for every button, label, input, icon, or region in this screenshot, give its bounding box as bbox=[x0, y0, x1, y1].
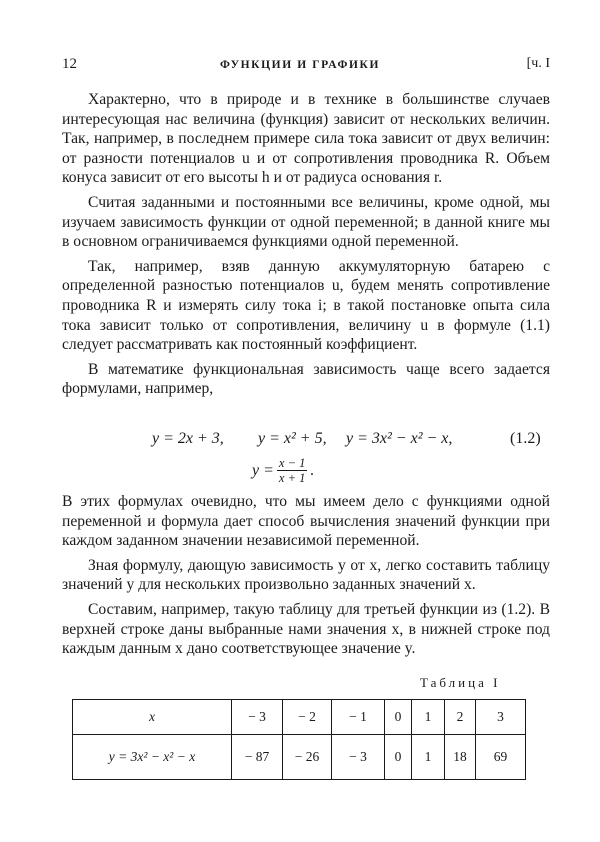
table-cell: 0 bbox=[385, 700, 412, 735]
fraction-numerator: x − 1 bbox=[278, 456, 306, 470]
table-row-y bbox=[73, 735, 526, 780]
table-cell: 18 bbox=[445, 735, 476, 780]
fraction-lhs: y = bbox=[252, 461, 274, 479]
formula-1-2 bbox=[0, 430, 600, 452]
table-cell: − 3 bbox=[332, 735, 385, 780]
paragraph-3: Так, например, взяв данную аккумуляторную батарею с определенной разностью потенциалов u, будем менять сопротивление проводника R и измерять силу тока i; в такой постановке опыта сила тока зависит только от сопротивления, величину u в формуле (1.1) следует рассматривать как постоянный коэффициент. bbox=[62, 257, 550, 354]
paragraph-1: Характерно, что в природе и в технике в большинстве случаев интересующая нас величина (функция) зависит от нескольких величин. Так, например, в последнем примере сила тока зависит от двух величин: от разности потенциалов u и от сопротивления проводника R. Объем конуса зависит от его высоты h и от радиуса основания r. bbox=[62, 91, 550, 187]
table-cell: 3 bbox=[476, 700, 526, 735]
table-cell: − 2 bbox=[283, 700, 332, 735]
paragraph-2: Считая заданными и постоянными все величины, кроме одной, мы изучаем зависимость функции от одной переменной; в данной книге мы в основном ограничиваемся функциями одной переменной. bbox=[62, 193, 550, 251]
paragraph-7: Составим, например, такую таблицу для третьей функции из (1.2). В верхней строке даны выбранные нами значения x, в нижней строке под каждым данным x дано соответствующее значение y. bbox=[62, 600, 550, 658]
table-cell: 2 bbox=[445, 700, 476, 735]
formula-part-1: y = 2x + 3, bbox=[152, 430, 224, 447]
table-header-x: x bbox=[73, 700, 232, 735]
table-cell: 1 bbox=[412, 700, 445, 735]
formula-part-3: y = 3x² − x² − x, bbox=[346, 430, 453, 447]
formula-part-2: y = x² + 5, bbox=[258, 430, 327, 447]
body-text bbox=[62, 90, 550, 404]
equation-number: (1.2) bbox=[510, 430, 541, 447]
body-text-2 bbox=[62, 478, 550, 664]
table-cell: − 1 bbox=[332, 700, 385, 735]
table-row-x bbox=[73, 700, 526, 735]
paragraph-5: В этих формулах очевидно, что мы имеем дело с функциями одной переменной и формула дает способ вычисления значений функции при каждом заданном значении независимой переменной. bbox=[62, 493, 550, 550]
values-table bbox=[72, 699, 526, 780]
table-cell: 69 bbox=[476, 735, 526, 780]
table-header-y: y = 3x² − x² − x bbox=[73, 735, 232, 780]
table-cell: 1 bbox=[412, 735, 445, 780]
page-number: 12 bbox=[62, 56, 77, 72]
chapter-marker: [ч. I bbox=[526, 56, 550, 71]
fraction-end: . bbox=[310, 461, 315, 479]
table-cell: − 26 bbox=[283, 735, 332, 780]
table-caption: Таблица I bbox=[420, 675, 501, 690]
fraction-denominator: x + 1 bbox=[278, 471, 306, 485]
table-cell: − 3 bbox=[232, 700, 283, 735]
table-cell: − 87 bbox=[232, 735, 283, 780]
table-cell: 0 bbox=[385, 735, 412, 780]
paragraph-4: В математике функциональная зависимость чаще всего задается формулами, например, bbox=[62, 360, 550, 398]
running-title: ФУНКЦИИ И ГРАФИКИ bbox=[219, 59, 380, 71]
paragraph-6: Зная формулу, дающую зависимость y от x, легко составить таблицу значений y для нескольких произвольно заданных значений x. bbox=[62, 556, 550, 594]
